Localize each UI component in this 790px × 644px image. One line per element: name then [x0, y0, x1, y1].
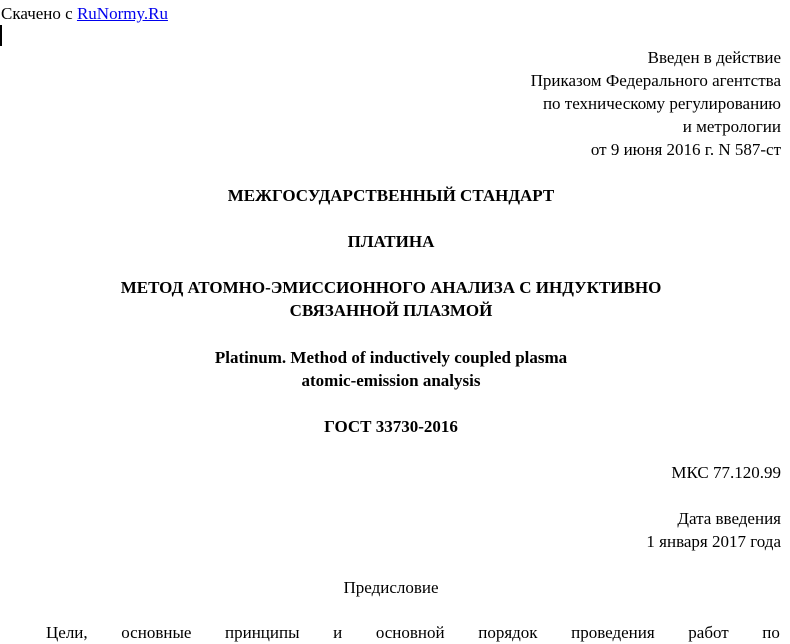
body-word: по [762, 623, 780, 642]
title-english-line-2: atomic-emission analysis [301, 371, 481, 390]
title-method-line-2: СВЯЗАННОЙ ПЛАЗМОЙ [289, 301, 493, 320]
body-word: основные [121, 623, 192, 642]
enactment-block [531, 46, 781, 161]
body-word: работ [688, 623, 729, 642]
body-word: и [333, 623, 343, 642]
title-method-line-1: МЕТОД АТОМНО-ЭМИССИОННОГО АНАЛИЗА С ИНДУКТИВНО [120, 278, 662, 297]
source-line [1, 2, 168, 25]
source-link[interactable]: RuNormy.Ru [76, 4, 168, 23]
enactment-line: Введен в действие [647, 48, 781, 67]
enactment-line: от 9 июня 2016 г. N 587-ст [590, 140, 781, 159]
enactment-line: по техническому регулированию [542, 94, 781, 113]
effective-date-label: Дата введения [677, 509, 781, 528]
effective-date-value: 1 января 2017 года [646, 532, 781, 551]
preface-heading: Предисловие [343, 578, 439, 597]
title-english-line-1: Platinum. Method of inductively coupled plasma [214, 348, 568, 367]
body-word: порядок [478, 623, 538, 642]
source-prefix: Скачено с [1, 4, 77, 23]
text-cursor [0, 25, 2, 46]
body-word: принципы [225, 623, 300, 642]
mks-code: МКС 77.120.99 [671, 463, 781, 482]
gost-code: ГОСТ 33730-2016 [324, 417, 458, 436]
standard-type-heading: МЕЖГОСУДАРСТВЕННЫЙ СТАНДАРТ [227, 186, 555, 205]
enactment-line: Приказом Федерального агентства [530, 71, 781, 90]
effective-date-block [646, 507, 781, 553]
body-word: Цели, [46, 623, 88, 642]
body-word: проведения [571, 623, 655, 642]
enactment-line: и метрологии [682, 117, 781, 136]
body-word: основной [375, 623, 445, 642]
title-main: ПЛАТИНА [347, 232, 435, 251]
